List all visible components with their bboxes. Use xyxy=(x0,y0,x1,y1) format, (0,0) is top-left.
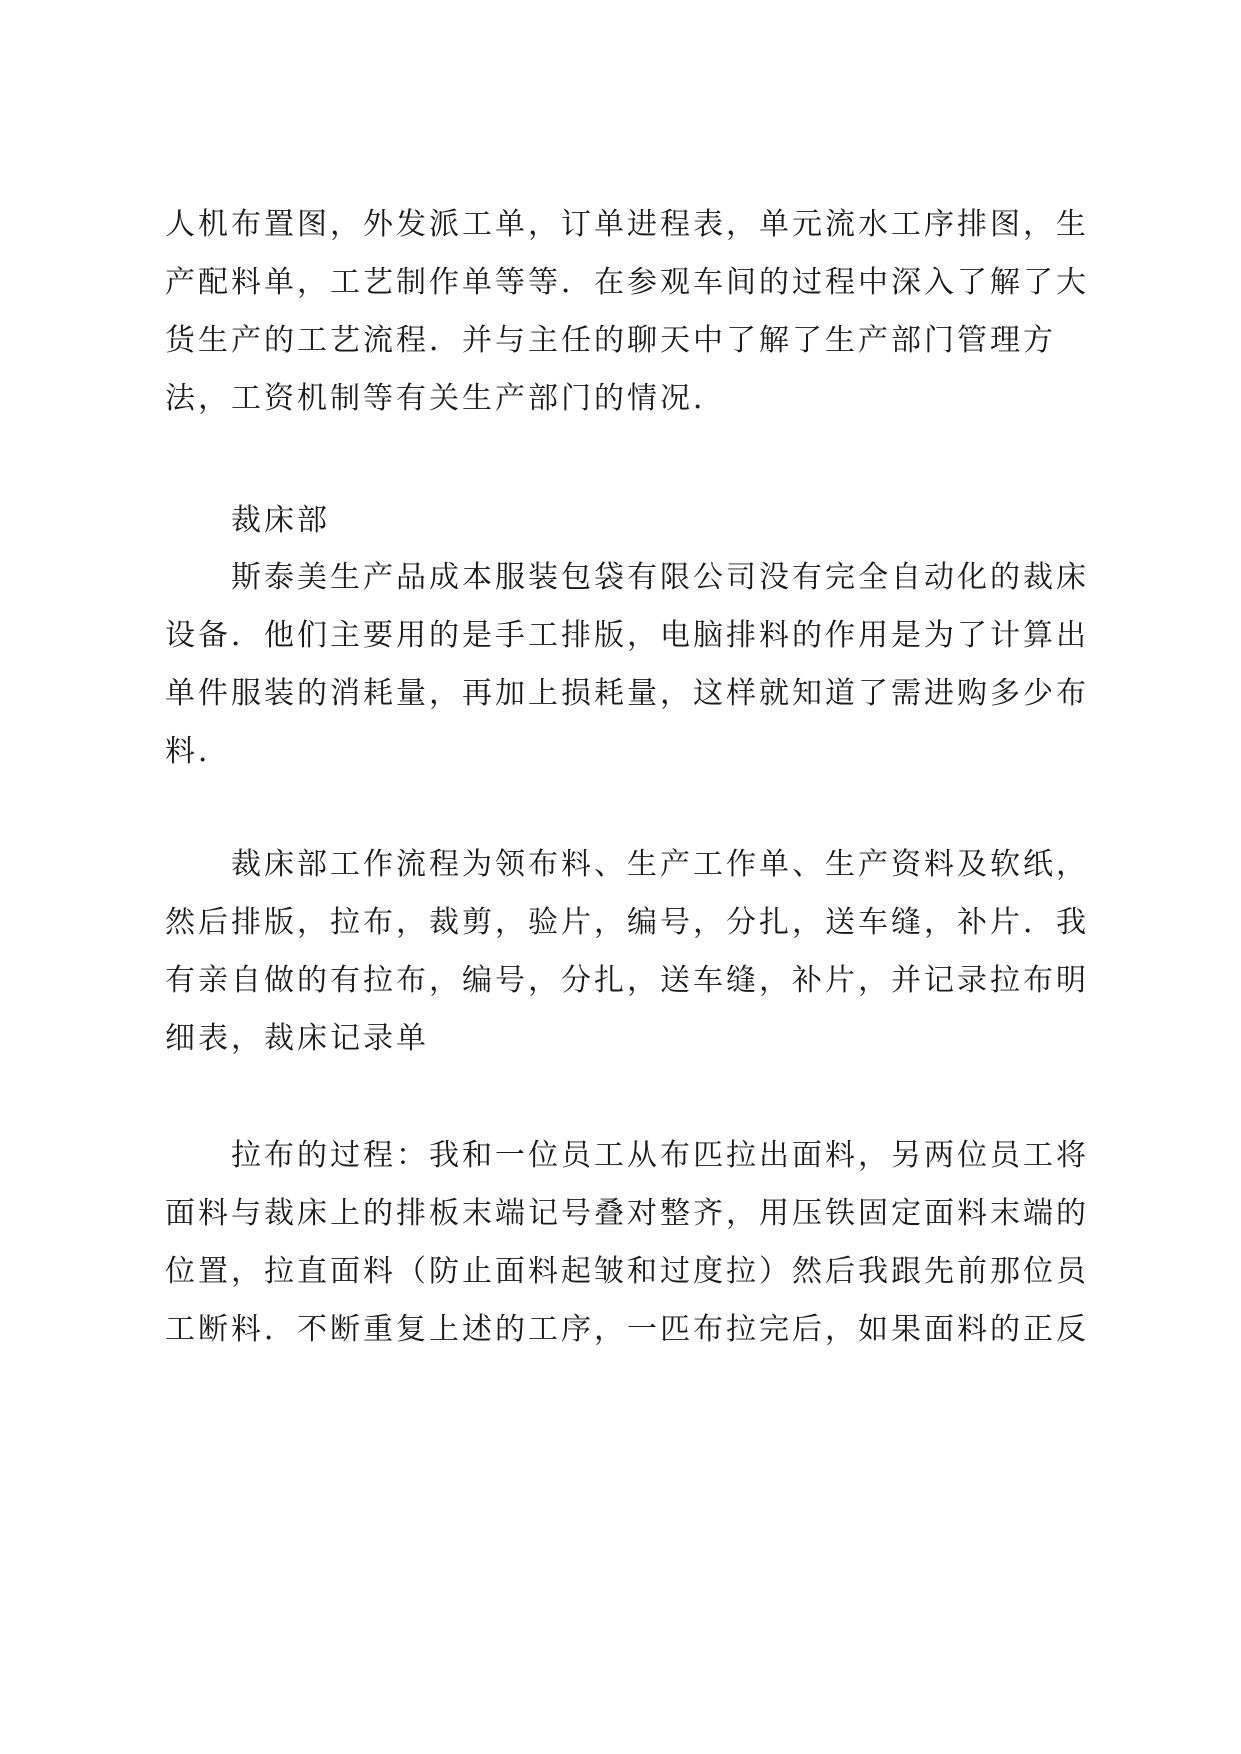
text-line: 有亲自做的有拉布，编号，分扎，送车缝，补片，并记录拉布明 xyxy=(165,963,1089,998)
text-line: 细表，裁床记录单 xyxy=(165,1021,429,1056)
text-line: 位置，拉直面料（防止面料起皱和过度拉）然后我跟先前那位员 xyxy=(165,1254,1089,1289)
text-line: 设备．他们主要用的是手工排版，电脑排料的作用是为了计算出 xyxy=(165,618,1089,653)
paragraph-3 xyxy=(165,836,1095,1068)
text-line: 面料与裁床上的排板末端记号叠对整齐，用压铁固定面料末端的 xyxy=(165,1196,1089,1231)
text-line: 然后排版，拉布，裁剪，验片，编号，分扎，送车缝，补片．我 xyxy=(165,905,1089,940)
paragraph-4 xyxy=(165,1127,1095,1359)
text-line: 法，工资机制等有关生产部门的情况． xyxy=(165,381,726,416)
heading-text: 裁床部 xyxy=(231,503,330,538)
text-line: 产配料单，工艺制作单等等．在参观车间的过程中深入了解了大 xyxy=(165,265,1089,300)
text-line: 料． xyxy=(165,734,231,769)
text-line: 斯泰美生产品成本服装包袋有限公司没有完全自动化的裁床 xyxy=(231,560,1089,595)
text-line: 工断料．不断重复上述的工序，一匹布拉完后，如果面料的正反 xyxy=(165,1312,1089,1347)
paragraph-1 xyxy=(165,196,1095,428)
text-line: 人机布置图，外发派工单，订单进程表，单元流水工序排图，生 xyxy=(165,207,1089,242)
section-heading xyxy=(165,492,1095,550)
text-line: 拉布的过程：我和一位员工从布匹拉出面料，另两位员工将 xyxy=(231,1138,1089,1173)
text-line: 单件服装的消耗量，再加上损耗量，这样就知道了需进购多少布 xyxy=(165,676,1089,711)
text-line: 货生产的工艺流程．并与主任的聊天中了解了生产部门管理方 xyxy=(165,323,1056,358)
text-line: 裁床部工作流程为领布料、生产工作单、生产资料及软纸， xyxy=(231,847,1089,882)
paragraph-2 xyxy=(165,549,1095,781)
